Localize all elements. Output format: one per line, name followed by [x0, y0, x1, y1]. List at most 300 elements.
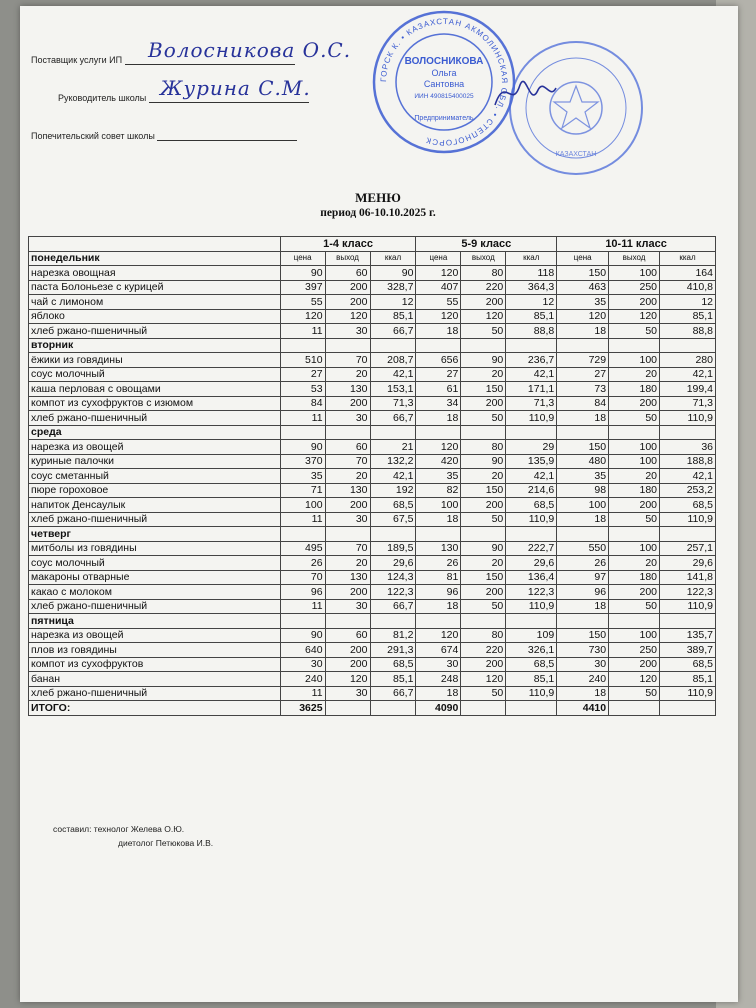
value-cell: 50 — [461, 599, 506, 614]
value-cell: 84 — [280, 396, 325, 411]
value-cell: 153,1 — [370, 382, 416, 397]
day-label: вторник — [29, 338, 281, 353]
totals-row — [29, 701, 716, 716]
value-cell: 29,6 — [370, 556, 416, 571]
value-cell: 85,1 — [370, 309, 416, 324]
empty-cell — [660, 701, 716, 716]
empty-cell — [461, 701, 506, 716]
value-cell: 250 — [609, 280, 660, 295]
table-row — [29, 657, 716, 672]
empty-cell — [557, 338, 609, 353]
value-cell: 100 — [609, 454, 660, 469]
value-cell: 120 — [416, 266, 461, 281]
value-cell: 80 — [461, 440, 506, 455]
value-cell: 66,7 — [370, 324, 416, 339]
value-cell: 200 — [461, 396, 506, 411]
value-cell: 250 — [609, 643, 660, 658]
table-row — [29, 686, 716, 701]
value-cell: 60 — [325, 628, 370, 643]
value-cell: 20 — [325, 469, 370, 484]
value-cell: 85,1 — [660, 309, 716, 324]
value-cell: 27 — [557, 367, 609, 382]
empty-cell — [557, 425, 609, 440]
table-row — [29, 614, 716, 629]
value-cell: 120 — [609, 309, 660, 324]
value-cell: 222,7 — [506, 541, 557, 556]
value-cell: 164 — [660, 266, 716, 281]
table-row — [29, 556, 716, 571]
value-cell: 326,1 — [506, 643, 557, 658]
value-cell: 60 — [325, 440, 370, 455]
dish-name: плов из говядины — [29, 643, 281, 658]
value-cell: 200 — [325, 396, 370, 411]
dish-name: пюре гороховое — [29, 483, 281, 498]
value-cell: 150 — [557, 440, 609, 455]
value-cell: 120 — [416, 628, 461, 643]
menu-period: период 06-10.10.2025 г. — [320, 207, 436, 219]
empty-cell — [325, 425, 370, 440]
value-cell: 11 — [280, 411, 325, 426]
table-row — [29, 483, 716, 498]
value-cell: 12 — [506, 295, 557, 310]
value-cell: 200 — [461, 585, 506, 600]
value-cell: 122,3 — [370, 585, 416, 600]
stamp-inn: ИИН 490815400025 — [414, 93, 474, 100]
table-row — [29, 280, 716, 295]
value-cell: 71,3 — [370, 396, 416, 411]
empty-cell — [557, 527, 609, 542]
value-cell: 71,3 — [660, 396, 716, 411]
empty-cell — [609, 425, 660, 440]
dish-name: хлеб ржано-пшеничный — [29, 686, 281, 701]
dish-name: соус сметанный — [29, 469, 281, 484]
value-cell: 100 — [609, 628, 660, 643]
value-cell: 90 — [280, 440, 325, 455]
value-cell: 70 — [280, 570, 325, 585]
day-label: четверг — [29, 527, 281, 542]
value-cell: 30 — [325, 599, 370, 614]
value-cell: 110,9 — [506, 512, 557, 527]
compiled-by: составил: технолог Желева О.Ю. — [53, 824, 185, 834]
table-row — [29, 672, 716, 687]
total-value: 3625 — [280, 701, 325, 716]
table-row — [29, 353, 716, 368]
dish-name: напиток Денсаулык — [29, 498, 281, 513]
empty-cell — [506, 701, 557, 716]
value-cell: 200 — [609, 295, 660, 310]
stamp-ring-text: ГОРСК К. • КАЗАХСТАН АКМОЛИНСКАЯ ОБЛ. • СТЕПНОГОРСК — [378, 16, 510, 148]
empty-cell — [416, 614, 461, 629]
value-cell: 328,7 — [370, 280, 416, 295]
dish-name: митболы из говядины — [29, 541, 281, 556]
empty-cell — [557, 614, 609, 629]
value-cell: 42,1 — [506, 367, 557, 382]
column-subheader: цена — [557, 251, 609, 266]
table-row — [29, 512, 716, 527]
dietitian: диетолог Петюкова И.В. — [118, 838, 214, 848]
stamp-name-3: Сантовна — [423, 79, 465, 89]
council-line — [31, 130, 297, 141]
value-cell: 18 — [557, 411, 609, 426]
value-cell: 88,8 — [506, 324, 557, 339]
value-cell: 42,1 — [660, 367, 716, 382]
value-cell: 42,1 — [370, 469, 416, 484]
value-cell: 118 — [506, 266, 557, 281]
dish-name: паста Болоньезе с курицей — [29, 280, 281, 295]
value-cell: 68,5 — [506, 657, 557, 672]
value-cell: 36 — [660, 440, 716, 455]
value-cell: 55 — [280, 295, 325, 310]
value-cell: 50 — [461, 411, 506, 426]
value-cell: 90 — [461, 541, 506, 556]
group-header: 10-11 класс — [557, 237, 716, 252]
group-header: 1-4 класс — [280, 237, 416, 252]
council-label: Попечительский совет школы — [31, 131, 155, 141]
value-cell: 90 — [370, 266, 416, 281]
value-cell: 110,9 — [660, 411, 716, 426]
value-cell: 85,1 — [506, 672, 557, 687]
dish-name: нарезка из овощей — [29, 628, 281, 643]
value-cell: 66,7 — [370, 686, 416, 701]
value-cell: 68,5 — [370, 498, 416, 513]
value-cell: 97 — [557, 570, 609, 585]
total-label: ИТОГО: — [29, 701, 281, 716]
value-cell: 84 — [557, 396, 609, 411]
value-cell: 50 — [461, 512, 506, 527]
column-subheader: цена — [416, 251, 461, 266]
value-cell: 96 — [280, 585, 325, 600]
value-cell: 29,6 — [660, 556, 716, 571]
table-row — [29, 411, 716, 426]
value-cell: 130 — [325, 382, 370, 397]
value-cell: 26 — [280, 556, 325, 571]
value-cell: 11 — [280, 599, 325, 614]
value-cell: 85,1 — [660, 672, 716, 687]
empty-cell — [370, 527, 416, 542]
day-label: среда — [29, 425, 281, 440]
value-cell: 370 — [280, 454, 325, 469]
value-cell: 150 — [557, 628, 609, 643]
dish-name: хлеб ржано-пшеничный — [29, 599, 281, 614]
dish-name: соус молочный — [29, 367, 281, 382]
value-cell: 248 — [416, 672, 461, 687]
value-cell: 71 — [280, 483, 325, 498]
value-cell: 50 — [461, 686, 506, 701]
value-cell: 81 — [416, 570, 461, 585]
value-cell: 220 — [461, 643, 506, 658]
value-cell: 110,9 — [660, 599, 716, 614]
total-value: 4410 — [557, 701, 609, 716]
value-cell: 26 — [557, 556, 609, 571]
value-cell: 100 — [280, 498, 325, 513]
dish-name: каша перловая с овощами — [29, 382, 281, 397]
value-cell: 100 — [609, 266, 660, 281]
empty-cell — [461, 425, 506, 440]
dish-name: компот из сухофруктов — [29, 657, 281, 672]
empty-cell — [325, 614, 370, 629]
value-cell: 730 — [557, 643, 609, 658]
empty-cell — [660, 425, 716, 440]
value-cell: 180 — [609, 382, 660, 397]
column-subheader: выход — [325, 251, 370, 266]
value-cell: 68,5 — [660, 498, 716, 513]
value-cell: 26 — [416, 556, 461, 571]
value-cell: 240 — [280, 672, 325, 687]
supplier-label: Поставщик услуги ИП — [31, 55, 123, 65]
value-cell: 20 — [461, 469, 506, 484]
dish-name: хлеб ржано-пшеничный — [29, 324, 281, 339]
value-cell: 30 — [325, 686, 370, 701]
table-row — [29, 469, 716, 484]
value-cell: 407 — [416, 280, 461, 295]
empty-cell — [370, 614, 416, 629]
table-row — [29, 396, 716, 411]
director-label: Руководитель школы — [58, 93, 147, 103]
value-cell: 130 — [416, 541, 461, 556]
value-cell: 18 — [416, 324, 461, 339]
value-cell: 50 — [461, 324, 506, 339]
empty-cell — [609, 338, 660, 353]
column-subheader: ккал — [506, 251, 557, 266]
dish-name: куриные палочки — [29, 454, 281, 469]
table-row — [29, 454, 716, 469]
empty-cell — [506, 425, 557, 440]
director-signature: Журина С.М. — [160, 76, 311, 100]
value-cell: 141,8 — [660, 570, 716, 585]
value-cell: 42,1 — [370, 367, 416, 382]
value-cell: 240 — [557, 672, 609, 687]
value-cell: 35 — [280, 469, 325, 484]
stamp-bottom-text: Предприниматель — [414, 115, 474, 122]
dish-name: ёжики из говядины — [29, 353, 281, 368]
value-cell: 192 — [370, 483, 416, 498]
value-cell: 199,4 — [660, 382, 716, 397]
value-cell: 70 — [325, 454, 370, 469]
value-cell: 189,5 — [370, 541, 416, 556]
empty-cell — [461, 527, 506, 542]
empty-cell — [609, 527, 660, 542]
dish-name: какао с молоком — [29, 585, 281, 600]
empty-cell — [370, 701, 416, 716]
value-cell: 200 — [325, 280, 370, 295]
value-cell: 150 — [461, 570, 506, 585]
value-cell: 200 — [325, 498, 370, 513]
empty-cell — [416, 338, 461, 353]
table-row — [29, 338, 716, 353]
value-cell: 180 — [609, 570, 660, 585]
menu-table — [28, 236, 716, 716]
menu-table-body — [29, 237, 716, 716]
empty-cell — [609, 701, 660, 716]
value-cell: 20 — [325, 367, 370, 382]
empty-cell — [461, 614, 506, 629]
empty-cell — [506, 527, 557, 542]
value-cell: 98 — [557, 483, 609, 498]
value-cell: 18 — [557, 324, 609, 339]
value-cell: 122,3 — [506, 585, 557, 600]
value-cell: 110,9 — [506, 599, 557, 614]
value-cell: 29 — [506, 440, 557, 455]
value-cell: 20 — [461, 367, 506, 382]
group-header: 5-9 класс — [416, 237, 557, 252]
value-cell: 674 — [416, 643, 461, 658]
value-cell: 42,1 — [660, 469, 716, 484]
value-cell: 90 — [280, 628, 325, 643]
value-cell: 20 — [325, 556, 370, 571]
empty-cell — [609, 614, 660, 629]
value-cell: 122,3 — [660, 585, 716, 600]
value-cell: 135,7 — [660, 628, 716, 643]
value-cell: 68,5 — [660, 657, 716, 672]
value-cell: 200 — [609, 585, 660, 600]
table-header-groups — [29, 237, 716, 252]
table-row — [29, 324, 716, 339]
header-empty-cell — [29, 237, 281, 252]
table-row — [29, 527, 716, 542]
value-cell: 18 — [416, 512, 461, 527]
value-cell: 11 — [280, 512, 325, 527]
menu-title: МЕНЮ — [355, 190, 401, 205]
total-value: 4090 — [416, 701, 461, 716]
value-cell: 120 — [609, 672, 660, 687]
value-cell: 68,5 — [506, 498, 557, 513]
value-cell: 200 — [461, 498, 506, 513]
table-row — [29, 498, 716, 513]
value-cell: 35 — [557, 469, 609, 484]
empty-cell — [280, 614, 325, 629]
value-cell: 495 — [280, 541, 325, 556]
value-cell: 120 — [416, 309, 461, 324]
value-cell: 70 — [325, 353, 370, 368]
value-cell: 120 — [461, 309, 506, 324]
value-cell: 200 — [325, 295, 370, 310]
value-cell: 132,2 — [370, 454, 416, 469]
empty-cell — [506, 614, 557, 629]
value-cell: 120 — [325, 309, 370, 324]
value-cell: 67,5 — [370, 512, 416, 527]
value-cell: 18 — [557, 512, 609, 527]
value-cell: 80 — [461, 266, 506, 281]
value-cell: 110,9 — [660, 686, 716, 701]
value-cell: 30 — [325, 512, 370, 527]
value-cell: 42,1 — [506, 469, 557, 484]
value-cell: 50 — [609, 599, 660, 614]
stamp-signature — [490, 70, 560, 120]
value-cell: 120 — [416, 440, 461, 455]
column-subheader: ккал — [370, 251, 416, 266]
value-cell: 291,3 — [370, 643, 416, 658]
table-row — [29, 599, 716, 614]
value-cell: 109 — [506, 628, 557, 643]
stamp-name-2: Ольга — [431, 68, 457, 78]
table-row — [29, 440, 716, 455]
value-cell: 68,5 — [370, 657, 416, 672]
table-row — [29, 367, 716, 382]
empty-cell — [280, 338, 325, 353]
value-cell: 88,8 — [660, 324, 716, 339]
value-cell: 96 — [557, 585, 609, 600]
column-subheader: выход — [609, 251, 660, 266]
column-subheader: выход — [461, 251, 506, 266]
value-cell: 100 — [609, 353, 660, 368]
value-cell: 120 — [557, 309, 609, 324]
value-cell: 130 — [325, 570, 370, 585]
value-cell: 200 — [609, 396, 660, 411]
empty-cell — [280, 527, 325, 542]
value-cell: 397 — [280, 280, 325, 295]
value-cell: 200 — [325, 657, 370, 672]
value-cell: 200 — [609, 498, 660, 513]
value-cell: 80 — [461, 628, 506, 643]
empty-cell — [325, 527, 370, 542]
value-cell: 90 — [461, 454, 506, 469]
table-row — [29, 382, 716, 397]
column-subheader: цена — [280, 251, 325, 266]
value-cell: 171,1 — [506, 382, 557, 397]
value-cell: 463 — [557, 280, 609, 295]
value-cell: 30 — [280, 657, 325, 672]
value-cell: 73 — [557, 382, 609, 397]
value-cell: 100 — [609, 541, 660, 556]
value-cell: 550 — [557, 541, 609, 556]
value-cell: 253,2 — [660, 483, 716, 498]
value-cell: 150 — [461, 382, 506, 397]
value-cell: 85,1 — [370, 672, 416, 687]
value-cell: 110,9 — [506, 686, 557, 701]
value-cell: 82 — [416, 483, 461, 498]
empty-cell — [280, 425, 325, 440]
value-cell: 280 — [660, 353, 716, 368]
value-cell: 200 — [325, 643, 370, 658]
empty-cell — [506, 338, 557, 353]
value-cell: 53 — [280, 382, 325, 397]
value-cell: 90 — [461, 353, 506, 368]
value-cell: 150 — [461, 483, 506, 498]
value-cell: 389,7 — [660, 643, 716, 658]
value-cell: 12 — [660, 295, 716, 310]
value-cell: 18 — [557, 599, 609, 614]
value-cell: 18 — [557, 686, 609, 701]
empty-cell — [370, 338, 416, 353]
empty-cell — [416, 527, 461, 542]
value-cell: 656 — [416, 353, 461, 368]
value-cell: 208,7 — [370, 353, 416, 368]
value-cell: 11 — [280, 686, 325, 701]
council-signature-rule — [157, 130, 297, 141]
value-cell: 20 — [609, 556, 660, 571]
value-cell: 236,7 — [506, 353, 557, 368]
table-row — [29, 541, 716, 556]
value-cell: 34 — [416, 396, 461, 411]
dish-name: яблоко — [29, 309, 281, 324]
table-row — [29, 585, 716, 600]
value-cell: 85,1 — [506, 309, 557, 324]
value-cell: 420 — [416, 454, 461, 469]
value-cell: 136,4 — [506, 570, 557, 585]
value-cell: 120 — [280, 309, 325, 324]
value-cell: 70 — [325, 541, 370, 556]
value-cell: 130 — [325, 483, 370, 498]
table-row — [29, 425, 716, 440]
value-cell: 110,9 — [660, 512, 716, 527]
stamp-name-1: ВОЛОСНИКОВА — [404, 56, 484, 67]
value-cell: 66,7 — [370, 599, 416, 614]
value-cell: 96 — [416, 585, 461, 600]
value-cell: 27 — [416, 367, 461, 382]
table-row — [29, 570, 716, 585]
value-cell: 120 — [461, 672, 506, 687]
empty-cell — [660, 527, 716, 542]
